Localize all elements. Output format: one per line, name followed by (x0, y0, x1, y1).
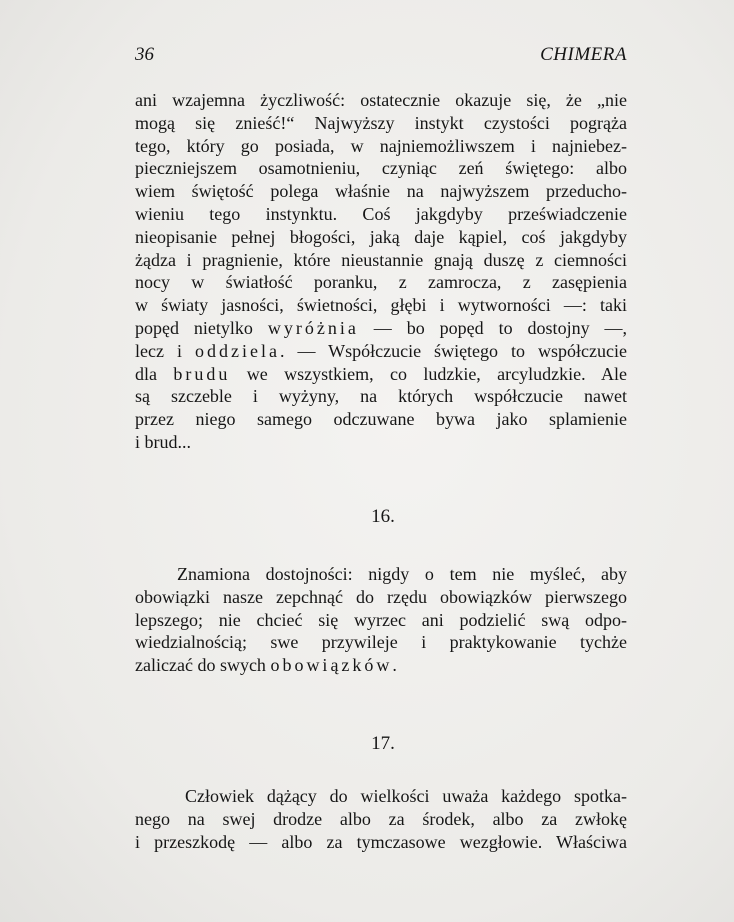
text-line: nieopisanie pełnej błogości, jaką daje kąpiel, coś jakgdyby (135, 226, 627, 247)
text-segment: . (392, 655, 397, 676)
text-line: Znamiona dostojności: nigdy o tem nie myśleć, aby (177, 564, 627, 584)
text-line: pieczniejszem osamotnieniu, czyniąc zeń świętego: albo (135, 158, 627, 179)
running-title: CHIMERA (540, 44, 627, 65)
section-17-text (135, 785, 627, 853)
text-line (135, 654, 627, 677)
spaced-emphasis: obowiązków (270, 655, 393, 676)
text-segment: we wszystkiem, co ludzkie, arcyludzkie. Ale (230, 363, 627, 384)
text-segment: lecz i (135, 340, 195, 361)
text-line: ani wzajemna życzliwość: ostatecznie okazuje się, że „nie (135, 90, 627, 110)
text-line: i przeszkodę — albo za tymczasowe wezgłowie. Właściwa (135, 831, 627, 852)
text-line: lepszego; nie chcieć się wyrzec ani podzielić swą odpo- (135, 609, 627, 630)
text-segment: dla (135, 363, 174, 384)
text-segment: . — Współczucie świętego to współczucie (279, 340, 627, 361)
section-15-text (135, 89, 627, 454)
text-line: wiedzialnością; swe przywileje i praktykowanie tychże (135, 632, 627, 653)
text-line: nocy w światłość poranku, z zamrocza, z zasępienia (135, 272, 627, 293)
text-line: mogą się znieść!“ Najwyższy instykt czystości pogrąża (135, 112, 627, 133)
text-line (135, 363, 627, 386)
page-number: 36 (135, 44, 154, 65)
text-line: przez niego samego odczuwane bywa jako splamienie (135, 409, 627, 430)
text-line: i brud... (135, 431, 191, 452)
text-line: Człowiek dążący do wielkości uważa każdego spotka- (185, 786, 627, 806)
text-line: są szczeble i wyżyny, na których współczucie nawet (135, 386, 627, 407)
text-line: nego na swej drodze albo za środek, albo za zwłokę (135, 808, 627, 829)
spaced-emphasis: brudu (173, 363, 231, 384)
text-segment: zaliczać do swych (135, 655, 271, 676)
text-line: wieniu tego instynktu. Coś jakgdyby przeświadczenie (135, 203, 627, 224)
section-number-17: 17. (371, 733, 395, 754)
text-line: wiem świętość polega właśnie na najwyższem przeducho- (135, 181, 627, 202)
text-line (135, 317, 627, 340)
section-number-16: 16. (371, 506, 395, 527)
spaced-emphasis: oddziela (194, 340, 280, 361)
text-line: obowiązki nasze zepchnąć do rzędu obowiązków pierwszego (135, 586, 627, 607)
text-line: żądza i pragnienie, które nieustannie gnają duszę z ciemności (135, 249, 627, 270)
text-line: tego, który go posiada, w najniemożliwszem i najniebez- (135, 135, 627, 156)
page-header (135, 44, 627, 68)
spaced-emphasis: wyróżnia (267, 317, 359, 338)
text-line: w światy jasności, świetności, głębi i wytworności —: taki (135, 295, 627, 316)
text-line (135, 340, 627, 363)
section-16-text (135, 563, 627, 677)
text-segment: popęd nietylko (135, 317, 268, 338)
text-segment: — bo popęd to dostojny —, (358, 317, 628, 338)
